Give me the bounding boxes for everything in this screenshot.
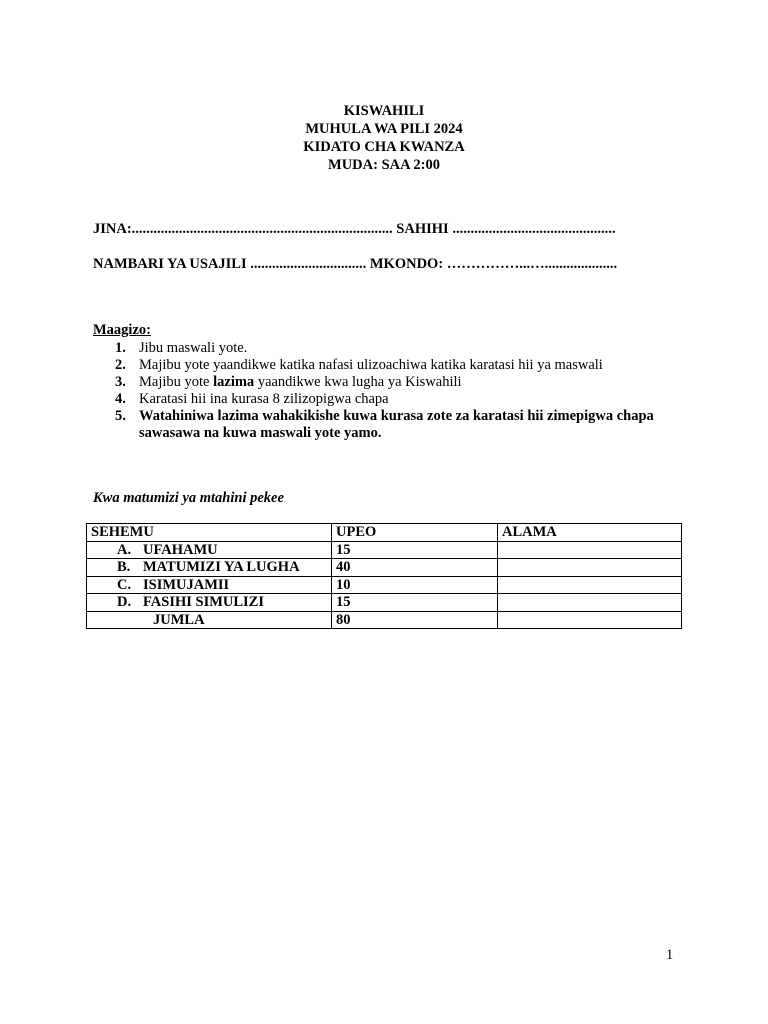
stream-field[interactable]: ……………...….................... bbox=[443, 256, 618, 272]
instruction-number: 2. bbox=[115, 357, 126, 373]
section-letter: A. bbox=[117, 541, 132, 558]
instruction-item bbox=[93, 374, 673, 391]
instruction-item bbox=[93, 408, 673, 442]
regno-label: NAMBARI YA USAJILI bbox=[93, 256, 247, 272]
instruction-text-post: yaandikwe kwa lugha ya Kiswahili bbox=[254, 374, 462, 390]
name-field[interactable]: ........................................................................ bbox=[131, 221, 393, 237]
table-row bbox=[87, 559, 682, 577]
table-row bbox=[87, 576, 682, 594]
stream-label: MKONDO: bbox=[369, 256, 444, 272]
header-section: SEHEMU bbox=[87, 524, 332, 542]
instruction-text: Jibu maswali yote. bbox=[139, 340, 248, 356]
section-cell bbox=[87, 541, 332, 559]
score-cell[interactable] bbox=[498, 576, 682, 594]
instruction-text: Majibu yote yaandikwe katika nafasi ulizoachiwa katika karatasi hii ya maswali bbox=[139, 357, 603, 373]
section-letter: B. bbox=[117, 559, 131, 575]
section-name: UFAHAMU bbox=[143, 541, 218, 558]
signature-label: SAHIHI bbox=[396, 221, 449, 237]
name-label: JINA: bbox=[93, 221, 132, 237]
table-total-row bbox=[87, 611, 682, 629]
header-score: ALAMA bbox=[498, 524, 682, 542]
instruction-item bbox=[93, 391, 673, 408]
total-max: 80 bbox=[332, 611, 498, 629]
page-number: 1 bbox=[666, 947, 674, 963]
section-letter: C. bbox=[117, 576, 132, 593]
score-cell[interactable] bbox=[498, 594, 682, 612]
instruction-emphasis: lazima bbox=[213, 374, 255, 390]
instruction-number: 1. bbox=[115, 340, 126, 356]
regno-stream-line bbox=[93, 256, 617, 273]
table-row bbox=[87, 541, 682, 559]
table-row bbox=[87, 594, 682, 612]
marks-table bbox=[86, 523, 682, 629]
signature-field[interactable]: ............................................. bbox=[448, 221, 616, 237]
section-cell bbox=[87, 559, 332, 577]
instruction-number: 4. bbox=[115, 391, 126, 407]
instruction-text: Watahiniwa lazima wahakikishe kuwa kurasa zote za karatasi hii zimepigwa chapa sawasawa na kuwa maswali yote yamo. bbox=[139, 408, 654, 441]
instruction-text-pre: Majibu yote bbox=[139, 374, 214, 390]
max-cell: 15 bbox=[332, 594, 498, 612]
total-label: JUMLA bbox=[87, 611, 332, 629]
max-cell: 40 bbox=[332, 559, 498, 577]
instructions-list bbox=[93, 340, 673, 442]
score-cell[interactable] bbox=[498, 559, 682, 577]
section-cell bbox=[87, 576, 332, 594]
section-name: FASIHI SIMULIZI bbox=[143, 594, 264, 610]
section-name: MATUMIZI YA LUGHA bbox=[143, 559, 300, 575]
instruction-item bbox=[93, 340, 673, 357]
instruction-text: Karatasi hii ina kurasa 8 zilizopigwa chapa bbox=[139, 391, 389, 407]
table-header-row bbox=[87, 524, 682, 542]
section-cell bbox=[87, 594, 332, 612]
instructions-title: Maagizo: bbox=[93, 322, 151, 338]
instruction-number: 5. bbox=[115, 408, 126, 424]
duration-title: MUDA: SAA 2:00 bbox=[328, 157, 440, 173]
regno-field[interactable]: ................................ bbox=[246, 256, 367, 272]
section-letter: D. bbox=[117, 594, 132, 610]
exam-header bbox=[0, 102, 768, 174]
subject-title: KISWAHILI bbox=[343, 103, 425, 119]
examiner-use-note: Kwa matumizi ya mtahini pekee bbox=[93, 490, 284, 506]
instruction-number: 3. bbox=[115, 374, 126, 390]
max-cell: 10 bbox=[332, 576, 498, 594]
total-score[interactable] bbox=[498, 611, 682, 629]
score-cell[interactable] bbox=[498, 541, 682, 559]
max-cell: 15 bbox=[332, 541, 498, 559]
section-name: ISIMUJAMII bbox=[143, 576, 230, 593]
instruction-item bbox=[93, 357, 673, 374]
term-title: MUHULA WA PILI 2024 bbox=[305, 121, 463, 137]
name-signature-line bbox=[93, 221, 615, 238]
header-max: UPEO bbox=[332, 524, 498, 542]
form-title: KIDATO CHA KWANZA bbox=[303, 139, 465, 155]
